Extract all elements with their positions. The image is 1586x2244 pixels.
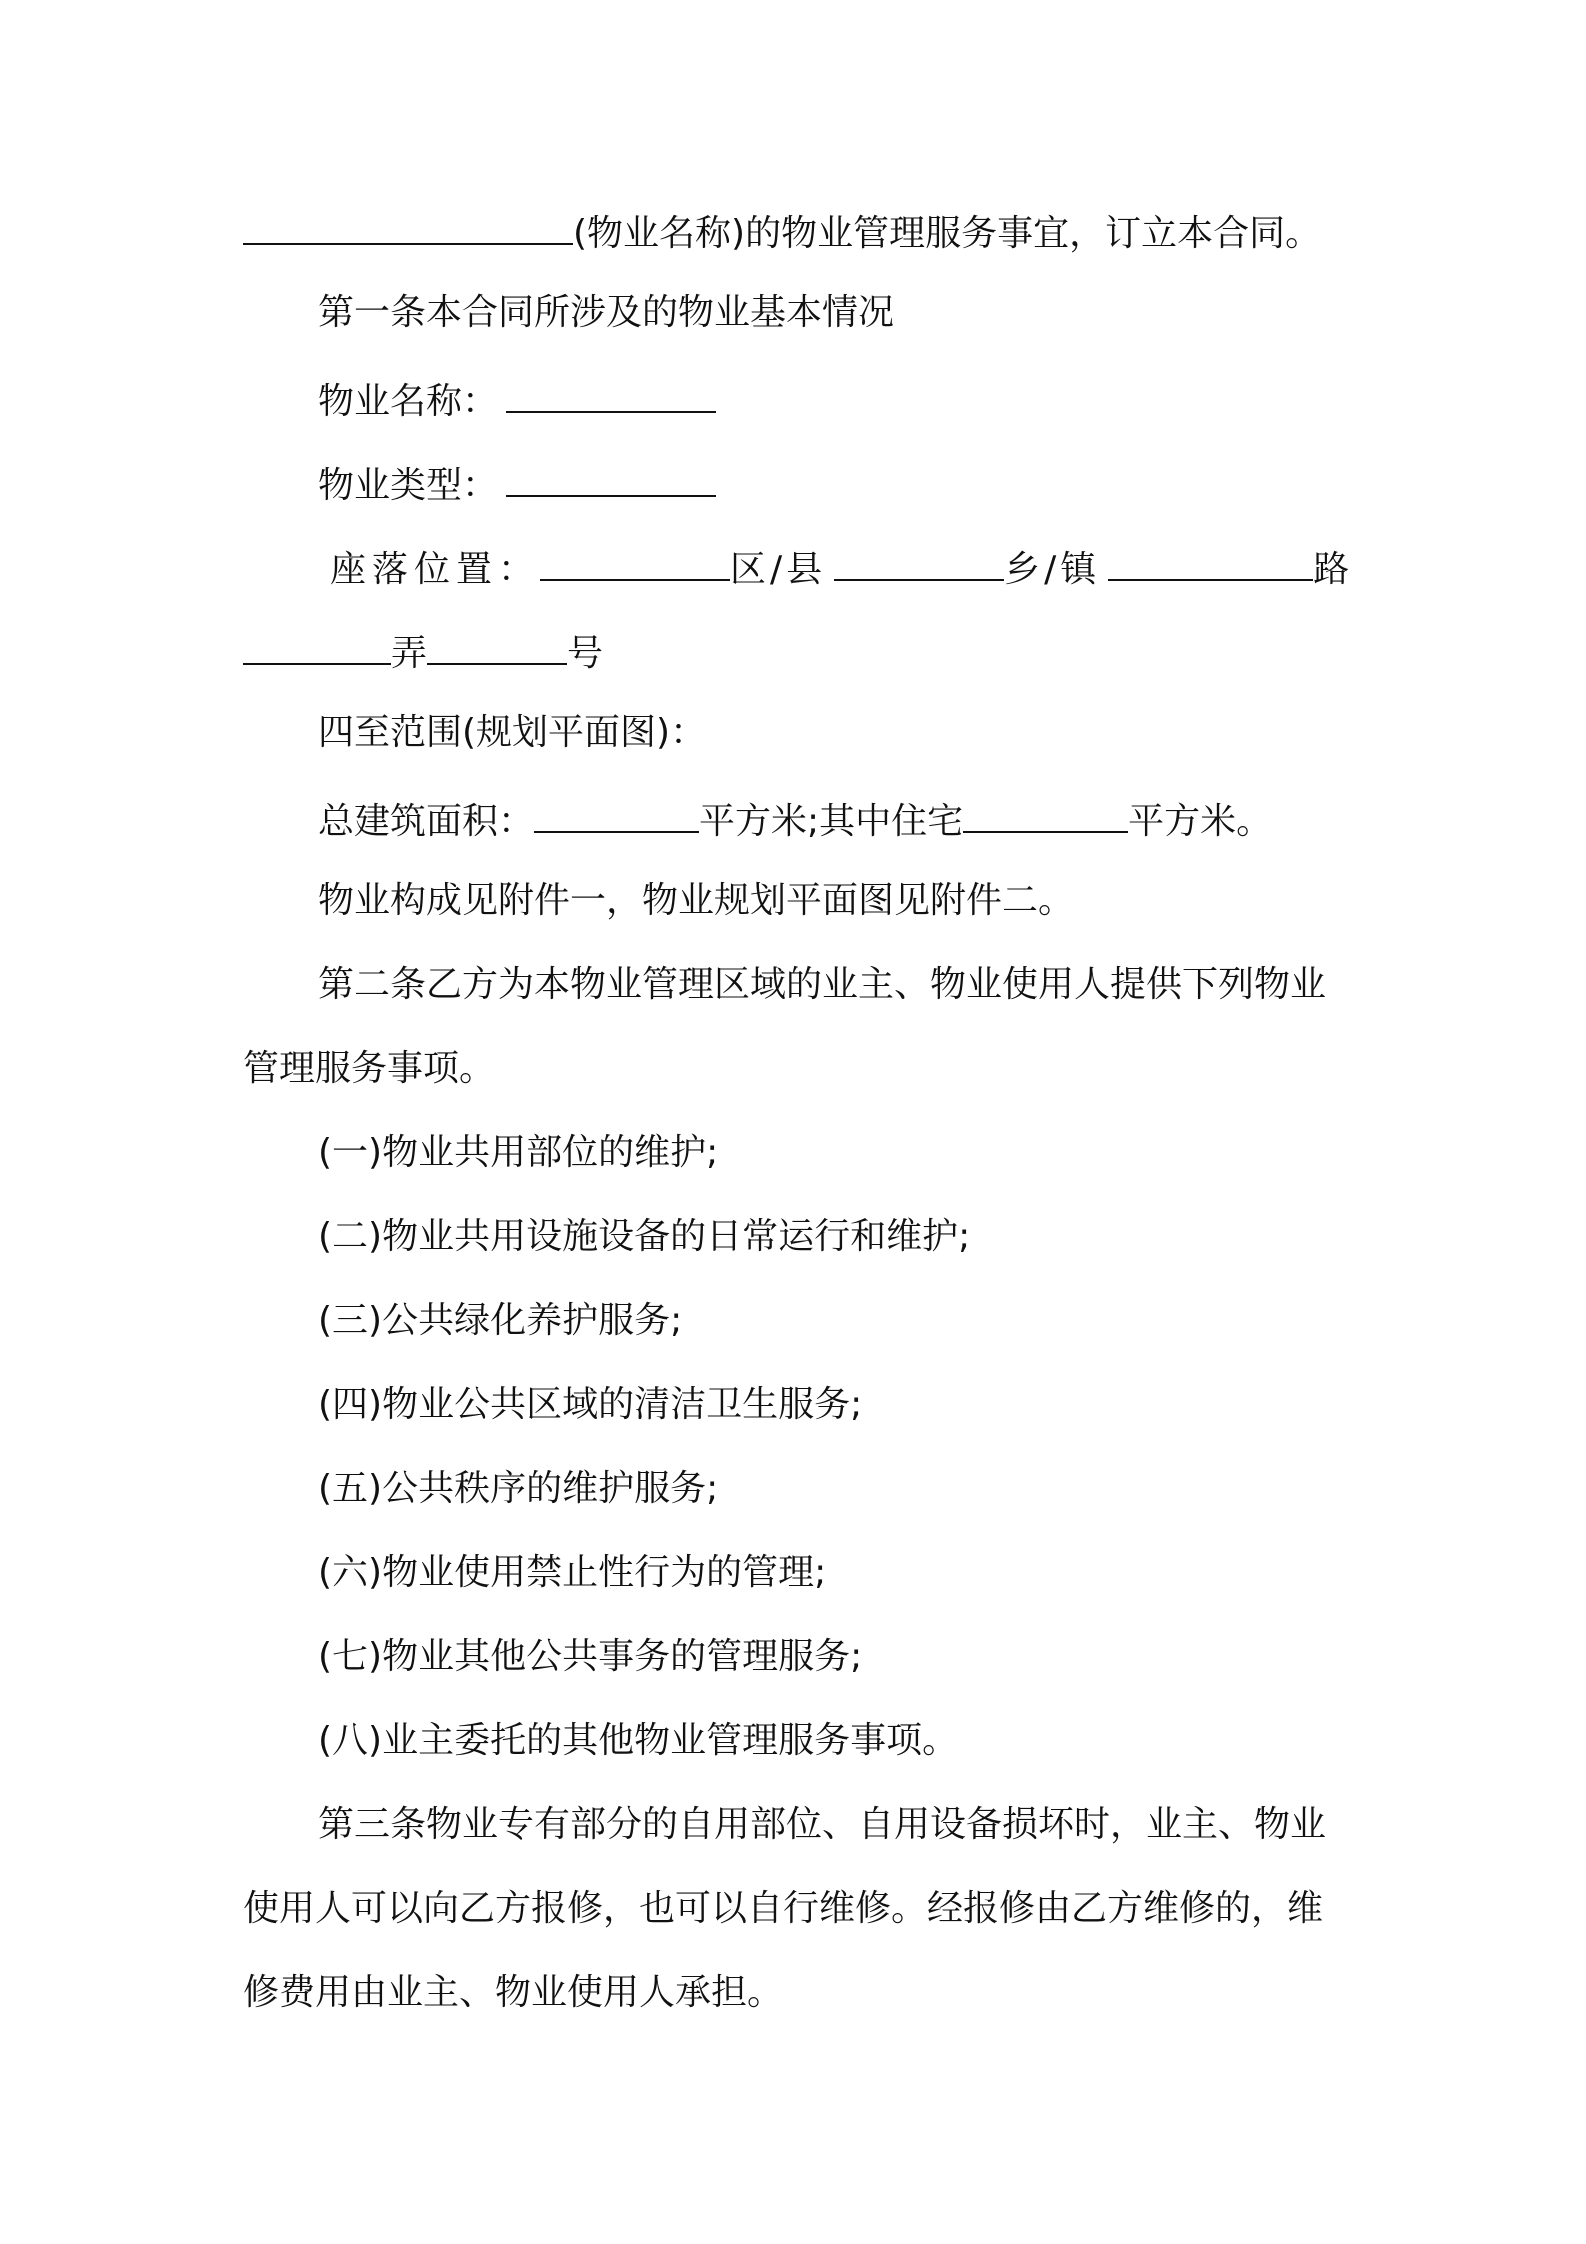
article-3-line-1: 第三条物业专有部分的自用部位、自用设备损坏时，业主、物业 <box>318 1804 1327 1845</box>
blank-field <box>506 457 716 497</box>
service-item-1: (一)物业共用部位的维护; <box>318 1132 719 1173</box>
service-item-5: (五)公共秩序的维护服务; <box>318 1468 719 1509</box>
article-3-line-3: 修费用由业主、物业使用人承担。 <box>243 1972 784 2013</box>
line-property-name-clause: (物业名称)的物业管理服务事宜，订立本合同。 <box>243 205 1321 258</box>
article-2-line-2: 管理服务事项。 <box>243 1048 496 1089</box>
service-item-8: (八)业主委托的其他物业管理服务事项。 <box>318 1720 959 1761</box>
article-3-line-2: 使用人可以向乙方报修，也可以自行维修。经报修由乙方维修的，维 <box>243 1888 1324 1929</box>
service-item-6: (六)物业使用禁止性行为的管理; <box>318 1552 827 1593</box>
article-2-line-1: 第二条乙方为本物业管理区域的业主、物业使用人提供下列物业 <box>318 964 1327 1005</box>
blank-field <box>540 541 730 581</box>
line-location: 座落位置： 区/县 乡/镇 路 <box>330 541 1349 594</box>
line-location-cont: 弄 号 <box>243 625 603 678</box>
line-property-type: 物业类型： <box>318 457 716 510</box>
blank-field <box>1108 541 1313 581</box>
service-item-2: (二)物业共用设施设备的日常运行和维护; <box>318 1216 971 1257</box>
article-1-heading: 第一条本合同所涉及的物业基本情况 <box>318 292 895 333</box>
blank-field <box>506 373 716 413</box>
blank-field <box>243 625 391 665</box>
line-total-area: 总建筑面积： 平方米;其中住宅 平方米。 <box>318 793 1272 846</box>
line-boundaries: 四至范围(规划平面图)： <box>318 712 707 753</box>
blank-field <box>834 541 1004 581</box>
blank-field <box>427 625 567 665</box>
service-item-3: (三)公共绿化养护服务; <box>318 1300 683 1341</box>
blank-field <box>534 793 699 833</box>
blank-field <box>243 205 573 245</box>
service-item-4: (四)物业公共区域的清洁卫生服务; <box>318 1384 863 1425</box>
service-item-7: (七)物业其他公共事务的管理服务; <box>318 1636 863 1677</box>
blank-field <box>963 793 1128 833</box>
line-attachments: 物业构成见附件一，物业规划平面图见附件二。 <box>318 880 1075 921</box>
line-property-name: 物业名称： <box>318 373 716 426</box>
